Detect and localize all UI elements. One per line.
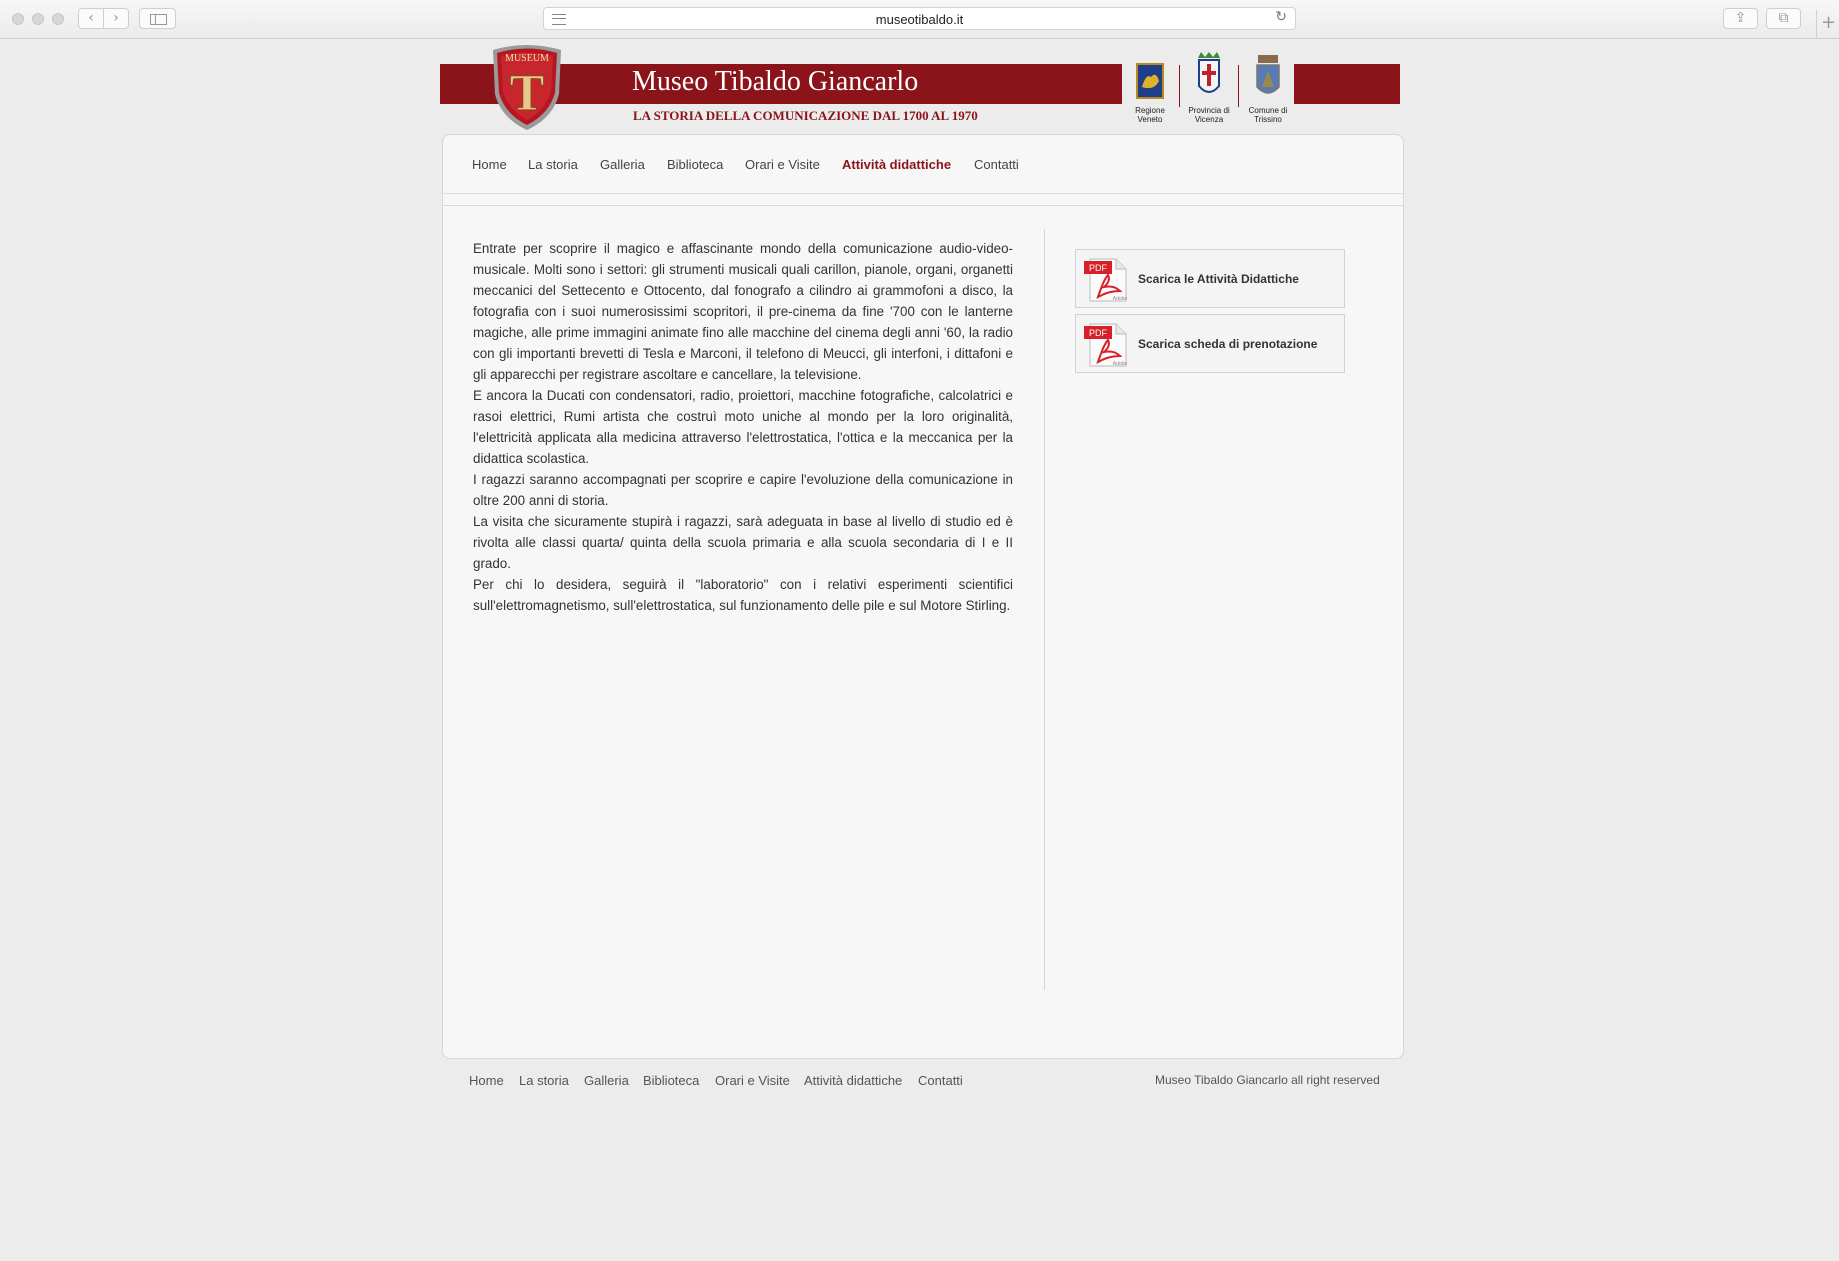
svg-text:PDF: PDF	[1089, 263, 1107, 273]
zoom-window-button[interactable]	[52, 13, 64, 25]
footer-link-orari-e-visite[interactable]: Orari e Visite	[715, 1073, 790, 1088]
paragraph: I ragazzi saranno accompagnati per scoprire e capire l'evoluzione della comunicazione in oltre 200 anni di storia.	[473, 472, 1013, 508]
download-attivita-didattiche-button[interactable]	[1075, 249, 1345, 308]
share-icon: ⇪	[1734, 10, 1747, 26]
site-subtitle: LA STORIA DELLA COMUNICAZIONE DAL 1700 AL 1970	[633, 108, 978, 123]
footer-copyright: Museo Tibaldo Giancarlo all right reserved	[1155, 1073, 1380, 1087]
nav-galleria[interactable]: Galleria	[600, 157, 645, 172]
museum-logo[interactable]	[487, 42, 567, 132]
new-tab-button[interactable]	[1816, 10, 1839, 38]
pdf-icon	[1084, 322, 1128, 368]
footer-link-biblioteca[interactable]: Biblioteca	[643, 1073, 700, 1088]
footer-link-contatti[interactable]: Contatti	[918, 1073, 963, 1088]
nav-la-storia[interactable]: La storia	[528, 157, 578, 172]
download-label: Scarica scheda di prenotazione	[1138, 337, 1318, 351]
svg-text:Adobe: Adobe	[1112, 361, 1128, 367]
paragraph: E ancora la Ducati con condensatori, radio, proiettori, macchine fotografiche, calcolatrici e rasoi elettrici, Rumi artista che costruì moto uniche al mondo per la loro originalità, l'elettricità applicata alla medicina attraverso l'elettrostatica, l'ottica e la meccanica per la didattica scolastica.	[473, 388, 1013, 466]
content-card	[442, 134, 1404, 1059]
plus-icon: +	[1820, 12, 1837, 33]
download-label: Scarica le Attività Didattiche	[1138, 272, 1299, 286]
sidebar-toggle-button[interactable]	[139, 8, 176, 29]
emblem-caption: Provincia di Vicenza	[1188, 106, 1230, 124]
svg-text:PDF: PDF	[1089, 328, 1107, 338]
footer-link-attivita-didattiche[interactable]: Attività didattiche	[804, 1073, 903, 1088]
minimize-window-button[interactable]	[32, 13, 44, 25]
paragraph: La visita che sicuramente stupirà i ragazzi, sarà adeguata in base al livello di studio ed è rivolta alle classi quarta/ quinta della scuola primaria e alla scuola secondaria di I e II grado.	[473, 514, 1013, 571]
veneto-crest-icon	[1136, 63, 1164, 99]
institution-emblems	[1122, 52, 1294, 128]
logo-text: MUSEUM	[505, 53, 549, 64]
footer-link-galleria[interactable]: Galleria	[584, 1073, 629, 1088]
emblem-divider	[1179, 65, 1180, 107]
footer-link-home[interactable]: Home	[469, 1073, 504, 1088]
back-button[interactable]	[78, 8, 104, 29]
chevron-left-icon: ‹	[88, 10, 94, 26]
main-nav	[443, 135, 1403, 206]
tabs-icon: ⧉	[1778, 10, 1789, 26]
nav-contatti[interactable]: Contatti	[974, 157, 1019, 172]
main-text	[473, 238, 1013, 616]
trissino-crest-icon	[1254, 55, 1282, 99]
browser-toolbar	[0, 0, 1839, 39]
svg-text:Adobe: Adobe	[1112, 296, 1128, 302]
site-title: Museo Tibaldo Giancarlo	[632, 66, 919, 97]
pdf-icon	[1084, 257, 1128, 303]
nav-attivita-didattiche[interactable]: Attività didattiche	[842, 157, 952, 172]
emblem-caption: Comune di Trissino	[1248, 106, 1288, 124]
paragraph: Entrate per scoprire il magico e affascinante mondo della comunicazione audio-video-musicale. Molti sono i settori: gli strumenti musicali quali carillon, pianole, organi, organetti meccanici del Settecento e Ottocento, dal fonografo a cilindro ai grammofoni a disco, la fotografia con i suoi numerosissimi scopritori, il pre-cinema da fine '700 con le lanterne magiche, alle prime immagini animate fino alle macchine del cinema degli anni '60, la radio con gli importanti brevetti di Tesla e Marconi, il telefono di Meucci, gli interfoni, i dittafoni e gli apparecchi per registrare ascoltare e cancellare, la televisione.	[473, 241, 1013, 382]
reload-icon[interactable]: ↻	[1275, 9, 1287, 25]
logo-letter: T	[509, 65, 545, 122]
column-divider	[1044, 229, 1045, 990]
paragraph: Per chi lo desidera, seguirà il "laboratorio" con i relativi esperimenti scientifici sull'elettromagnetismo, sull'elettrostatica, sul funzionamento delle pile e sul Motore Stirling.	[473, 577, 1013, 613]
sidebar-icon	[150, 14, 167, 25]
emblem-divider	[1238, 65, 1239, 107]
address-bar[interactable]	[543, 7, 1296, 30]
nav-biblioteca[interactable]: Biblioteca	[667, 157, 724, 172]
nav-orari-e-visite[interactable]: Orari e Visite	[745, 157, 820, 172]
url-text: museotibaldo.it	[875, 12, 964, 27]
emblem-caption: Regione Veneto	[1135, 106, 1165, 124]
chevron-right-icon: ›	[113, 10, 119, 26]
nav-home[interactable]: Home	[472, 157, 507, 172]
header-banner-right	[1294, 64, 1400, 104]
show-tabs-button[interactable]	[1766, 8, 1801, 29]
download-scheda-prenotazione-button[interactable]	[1075, 314, 1345, 373]
close-window-button[interactable]	[12, 13, 24, 25]
vicenza-crest-icon	[1195, 52, 1223, 100]
footer-link-la-storia[interactable]: La storia	[519, 1073, 569, 1088]
forward-button[interactable]	[103, 8, 129, 29]
share-button[interactable]	[1723, 8, 1758, 29]
